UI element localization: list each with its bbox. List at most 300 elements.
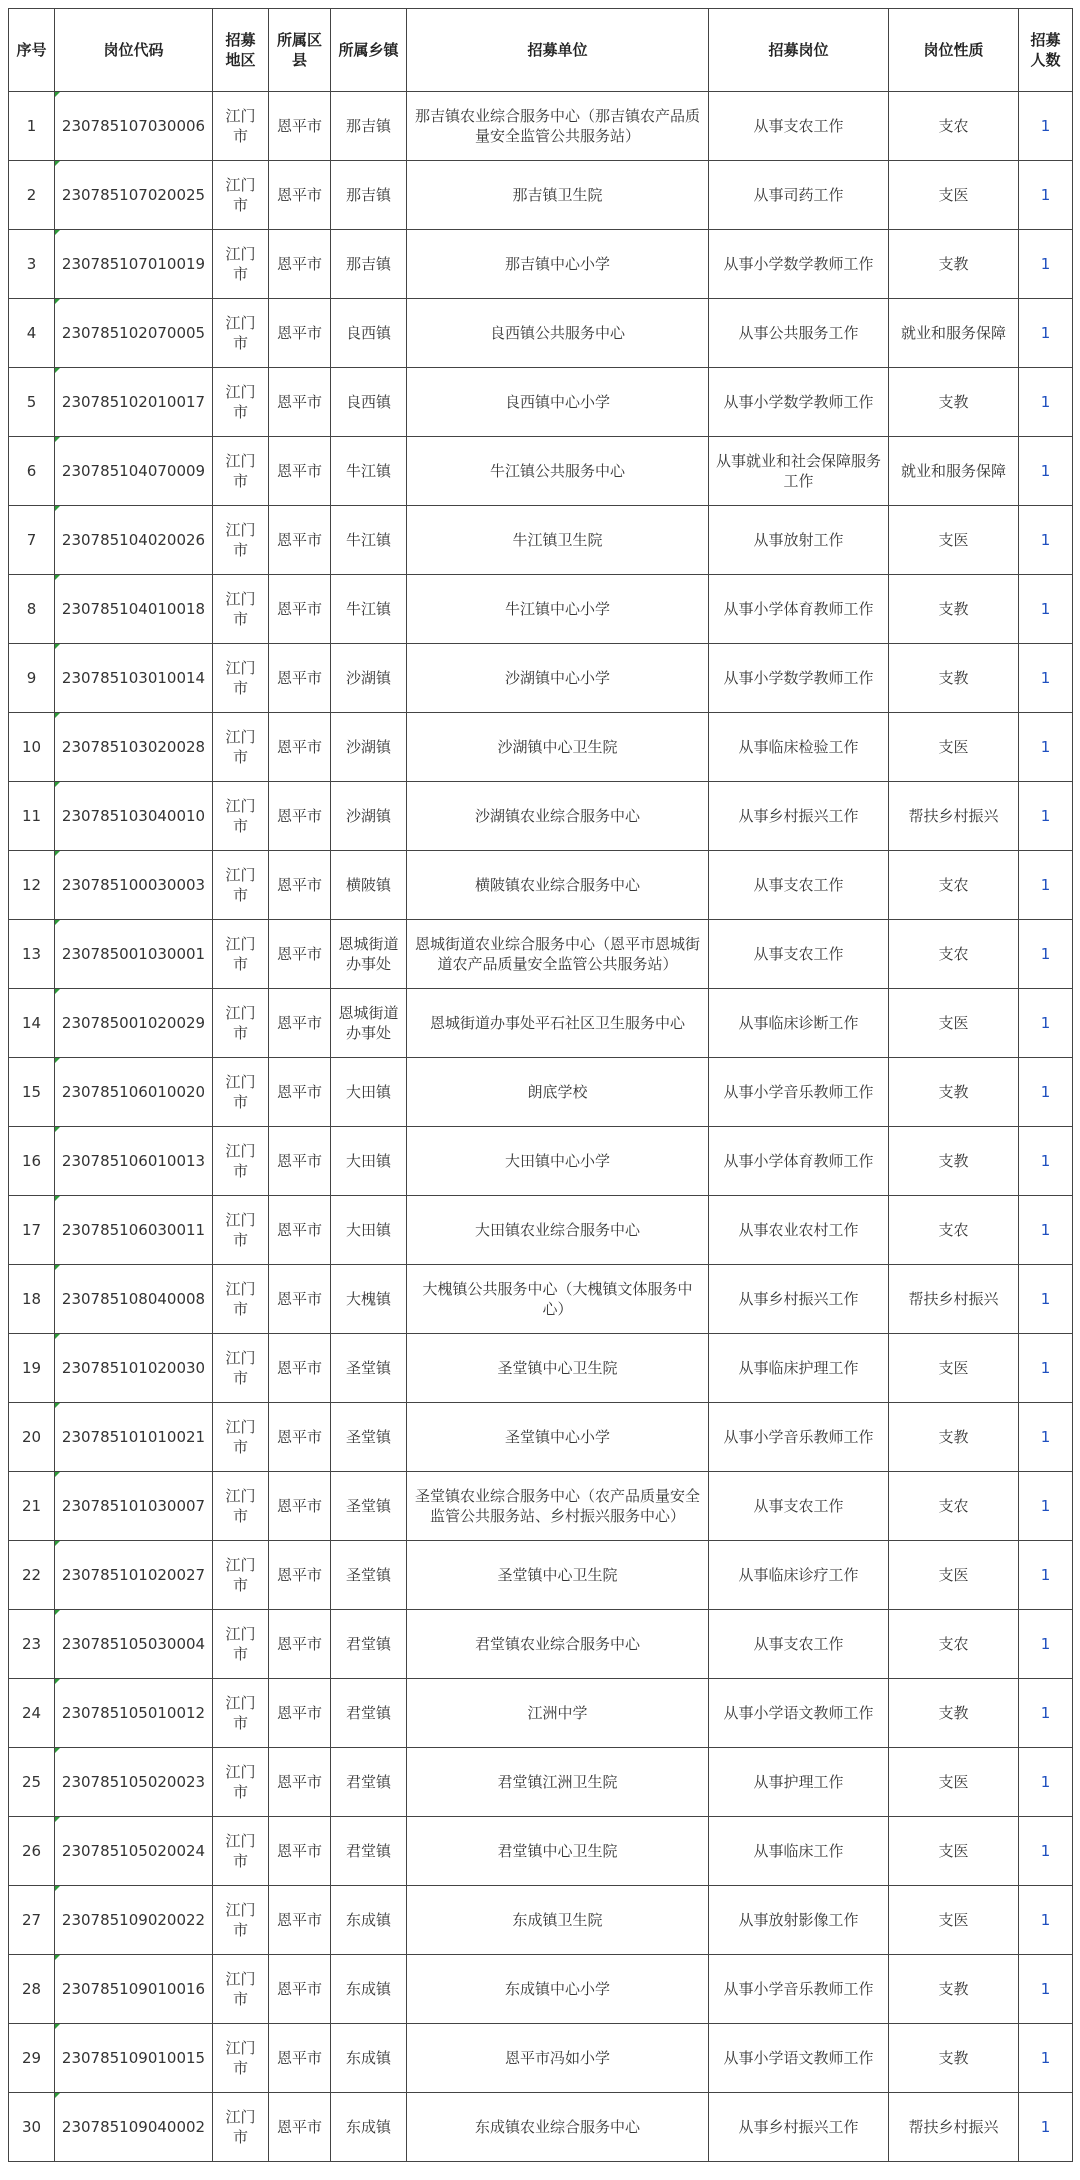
header-town: 所属乡镇	[331, 9, 407, 92]
cell-region: 江门市	[213, 1127, 269, 1196]
cell-code: 230785101020030	[55, 1334, 213, 1403]
cell-county: 恩平市	[269, 575, 331, 644]
cell-unit: 那吉镇农业综合服务中心（那吉镇农产品质量安全监管公共服务站）	[407, 92, 709, 161]
cell-town: 东成镇	[331, 1886, 407, 1955]
cell-code: 230785109020022	[55, 1886, 213, 1955]
cell-code: 230785107030006	[55, 92, 213, 161]
cell-county: 恩平市	[269, 1610, 331, 1679]
cell-count: 1	[1019, 1748, 1073, 1817]
cell-nature: 支教	[889, 1058, 1019, 1127]
cell-unit: 君堂镇中心卫生院	[407, 1817, 709, 1886]
cell-code: 230785105020023	[55, 1748, 213, 1817]
cell-region: 江门市	[213, 1196, 269, 1265]
cell-count: 1	[1019, 1334, 1073, 1403]
cell-code: 230785109010015	[55, 2024, 213, 2093]
cell-nature: 支教	[889, 368, 1019, 437]
header-count: 招募人数	[1019, 9, 1073, 92]
cell-count: 1	[1019, 161, 1073, 230]
cell-post: 从事护理工作	[709, 1748, 889, 1817]
cell-code: 230785106030011	[55, 1196, 213, 1265]
cell-code: 230785106010020	[55, 1058, 213, 1127]
table-row	[9, 782, 1073, 851]
cell-code: 230785001020029	[55, 989, 213, 1058]
cell-nature: 支教	[889, 1955, 1019, 2024]
cell-unit: 恩城街道办事处平石社区卫生服务中心	[407, 989, 709, 1058]
cell-count: 1	[1019, 2093, 1073, 2162]
cell-nature: 支医	[889, 989, 1019, 1058]
header-region: 招募地区	[213, 9, 269, 92]
cell-town: 圣堂镇	[331, 1472, 407, 1541]
cell-post: 从事临床护理工作	[709, 1334, 889, 1403]
table-row	[9, 1610, 1073, 1679]
cell-post: 从事支农工作	[709, 92, 889, 161]
cell-count: 1	[1019, 1610, 1073, 1679]
cell-count: 1	[1019, 2024, 1073, 2093]
cell-index: 13	[9, 920, 55, 989]
cell-unit: 东成镇卫生院	[407, 1886, 709, 1955]
table-row	[9, 1679, 1073, 1748]
cell-county: 恩平市	[269, 920, 331, 989]
cell-unit: 那吉镇卫生院	[407, 161, 709, 230]
cell-county: 恩平市	[269, 782, 331, 851]
table-row	[9, 506, 1073, 575]
cell-code: 230785001030001	[55, 920, 213, 989]
cell-nature: 支医	[889, 1817, 1019, 1886]
table-row	[9, 575, 1073, 644]
table-row	[9, 644, 1073, 713]
table-row	[9, 1955, 1073, 2024]
header-code: 岗位代码	[55, 9, 213, 92]
cell-county: 恩平市	[269, 1334, 331, 1403]
cell-index: 25	[9, 1748, 55, 1817]
cell-nature: 支教	[889, 1127, 1019, 1196]
cell-code: 230785107010019	[55, 230, 213, 299]
cell-count: 1	[1019, 644, 1073, 713]
cell-index: 18	[9, 1265, 55, 1334]
cell-post: 从事临床诊断工作	[709, 989, 889, 1058]
cell-post: 从事放射影像工作	[709, 1886, 889, 1955]
cell-index: 2	[9, 161, 55, 230]
cell-region: 江门市	[213, 920, 269, 989]
cell-count: 1	[1019, 1472, 1073, 1541]
cell-county: 恩平市	[269, 506, 331, 575]
cell-town: 圣堂镇	[331, 1334, 407, 1403]
cell-nature: 支医	[889, 713, 1019, 782]
cell-code: 230785106010013	[55, 1127, 213, 1196]
cell-county: 恩平市	[269, 713, 331, 782]
cell-index: 6	[9, 437, 55, 506]
cell-town: 君堂镇	[331, 1817, 407, 1886]
cell-index: 23	[9, 1610, 55, 1679]
cell-unit: 横陂镇农业综合服务中心	[407, 851, 709, 920]
cell-post: 从事临床工作	[709, 1817, 889, 1886]
cell-region: 江门市	[213, 368, 269, 437]
cell-code: 230785101010021	[55, 1403, 213, 1472]
cell-count: 1	[1019, 1679, 1073, 1748]
cell-town: 大田镇	[331, 1196, 407, 1265]
cell-county: 恩平市	[269, 368, 331, 437]
cell-index: 22	[9, 1541, 55, 1610]
table-row	[9, 1058, 1073, 1127]
cell-code: 230785109010016	[55, 1955, 213, 2024]
cell-county: 恩平市	[269, 1817, 331, 1886]
cell-post: 从事临床诊疗工作	[709, 1541, 889, 1610]
table-row	[9, 1817, 1073, 1886]
table-row	[9, 1265, 1073, 1334]
cell-count: 1	[1019, 851, 1073, 920]
cell-index: 11	[9, 782, 55, 851]
cell-region: 江门市	[213, 1817, 269, 1886]
cell-post: 从事乡村振兴工作	[709, 2093, 889, 2162]
cell-county: 恩平市	[269, 299, 331, 368]
cell-town: 大田镇	[331, 1058, 407, 1127]
cell-nature: 支农	[889, 920, 1019, 989]
table-row	[9, 989, 1073, 1058]
cell-unit: 那吉镇中心小学	[407, 230, 709, 299]
cell-region: 江门市	[213, 575, 269, 644]
cell-unit: 圣堂镇中心小学	[407, 1403, 709, 1472]
cell-unit: 沙湖镇中心卫生院	[407, 713, 709, 782]
cell-unit: 圣堂镇中心卫生院	[407, 1541, 709, 1610]
cell-post: 从事乡村振兴工作	[709, 1265, 889, 1334]
cell-nature: 支教	[889, 2024, 1019, 2093]
cell-region: 江门市	[213, 1472, 269, 1541]
cell-county: 恩平市	[269, 1472, 331, 1541]
cell-nature: 就业和服务保障	[889, 437, 1019, 506]
cell-nature: 支农	[889, 1472, 1019, 1541]
cell-town: 东成镇	[331, 2024, 407, 2093]
cell-count: 1	[1019, 506, 1073, 575]
cell-town: 沙湖镇	[331, 644, 407, 713]
cell-unit: 大田镇农业综合服务中心	[407, 1196, 709, 1265]
cell-index: 4	[9, 299, 55, 368]
cell-nature: 支医	[889, 1541, 1019, 1610]
cell-unit: 圣堂镇中心卫生院	[407, 1334, 709, 1403]
header-nature: 岗位性质	[889, 9, 1019, 92]
cell-town: 良西镇	[331, 368, 407, 437]
cell-unit: 良西镇公共服务中心	[407, 299, 709, 368]
cell-post: 从事小学语文教师工作	[709, 2024, 889, 2093]
cell-nature: 支教	[889, 230, 1019, 299]
cell-town: 大田镇	[331, 1127, 407, 1196]
cell-unit: 君堂镇农业综合服务中心	[407, 1610, 709, 1679]
cell-code: 230785101030007	[55, 1472, 213, 1541]
cell-county: 恩平市	[269, 92, 331, 161]
cell-county: 恩平市	[269, 1058, 331, 1127]
cell-county: 恩平市	[269, 2024, 331, 2093]
table-row	[9, 437, 1073, 506]
cell-count: 1	[1019, 368, 1073, 437]
cell-index: 8	[9, 575, 55, 644]
cell-region: 江门市	[213, 1886, 269, 1955]
cell-index: 17	[9, 1196, 55, 1265]
cell-town: 牛江镇	[331, 437, 407, 506]
cell-index: 12	[9, 851, 55, 920]
cell-county: 恩平市	[269, 1955, 331, 2024]
header-post: 招募岗位	[709, 9, 889, 92]
cell-post: 从事小学体育教师工作	[709, 575, 889, 644]
cell-post: 从事小学音乐教师工作	[709, 1403, 889, 1472]
table-row	[9, 1127, 1073, 1196]
table-row	[9, 1196, 1073, 1265]
cell-unit: 东成镇中心小学	[407, 1955, 709, 2024]
table-header-row	[9, 9, 1073, 92]
cell-post: 从事公共服务工作	[709, 299, 889, 368]
cell-unit: 大槐镇公共服务中心（大槐镇文体服务中心）	[407, 1265, 709, 1334]
cell-county: 恩平市	[269, 1679, 331, 1748]
cell-count: 1	[1019, 1403, 1073, 1472]
table-row	[9, 1334, 1073, 1403]
cell-code: 230785107020025	[55, 161, 213, 230]
cell-code: 230785103040010	[55, 782, 213, 851]
cell-town: 大槐镇	[331, 1265, 407, 1334]
cell-nature: 支医	[889, 1748, 1019, 1817]
cell-unit: 恩平市冯如小学	[407, 2024, 709, 2093]
cell-index: 20	[9, 1403, 55, 1472]
cell-nature: 支农	[889, 851, 1019, 920]
cell-index: 5	[9, 368, 55, 437]
cell-index: 10	[9, 713, 55, 782]
cell-unit: 恩城街道农业综合服务中心（恩平市恩城街道农产品质量安全监管公共服务站）	[407, 920, 709, 989]
cell-code: 230785104070009	[55, 437, 213, 506]
recruitment-table-container	[8, 8, 1072, 2162]
cell-town: 那吉镇	[331, 230, 407, 299]
cell-county: 恩平市	[269, 1127, 331, 1196]
cell-count: 1	[1019, 1886, 1073, 1955]
cell-town: 沙湖镇	[331, 782, 407, 851]
table-row	[9, 2093, 1073, 2162]
cell-nature: 支教	[889, 1679, 1019, 1748]
table-row	[9, 1886, 1073, 1955]
cell-region: 江门市	[213, 2024, 269, 2093]
cell-town: 横陂镇	[331, 851, 407, 920]
cell-region: 江门市	[213, 1748, 269, 1817]
cell-unit: 圣堂镇农业综合服务中心（农产品质量安全监管公共服务站、乡村振兴服务中心）	[407, 1472, 709, 1541]
table-row	[9, 1748, 1073, 1817]
cell-index: 24	[9, 1679, 55, 1748]
cell-code: 230785105010012	[55, 1679, 213, 1748]
cell-index: 21	[9, 1472, 55, 1541]
cell-code: 230785102010017	[55, 368, 213, 437]
cell-count: 1	[1019, 437, 1073, 506]
cell-code: 230785100030003	[55, 851, 213, 920]
cell-post: 从事小学数学教师工作	[709, 368, 889, 437]
cell-region: 江门市	[213, 989, 269, 1058]
cell-region: 江门市	[213, 92, 269, 161]
cell-unit: 沙湖镇农业综合服务中心	[407, 782, 709, 851]
cell-post: 从事支农工作	[709, 851, 889, 920]
cell-index: 29	[9, 2024, 55, 2093]
cell-count: 1	[1019, 1955, 1073, 2024]
cell-count: 1	[1019, 920, 1073, 989]
cell-unit: 朗底学校	[407, 1058, 709, 1127]
cell-nature: 帮扶乡村振兴	[889, 782, 1019, 851]
cell-region: 江门市	[213, 1679, 269, 1748]
cell-post: 从事小学体育教师工作	[709, 1127, 889, 1196]
cell-count: 1	[1019, 92, 1073, 161]
cell-nature: 支医	[889, 161, 1019, 230]
cell-region: 江门市	[213, 644, 269, 713]
table-row	[9, 2024, 1073, 2093]
cell-town: 东成镇	[331, 2093, 407, 2162]
cell-region: 江门市	[213, 1058, 269, 1127]
cell-post: 从事乡村振兴工作	[709, 782, 889, 851]
cell-code: 230785103020028	[55, 713, 213, 782]
cell-town: 那吉镇	[331, 161, 407, 230]
cell-town: 良西镇	[331, 299, 407, 368]
cell-code: 230785103010014	[55, 644, 213, 713]
cell-index: 30	[9, 2093, 55, 2162]
cell-index: 3	[9, 230, 55, 299]
table-row	[9, 920, 1073, 989]
cell-nature: 帮扶乡村振兴	[889, 2093, 1019, 2162]
cell-town: 恩城街道办事处	[331, 920, 407, 989]
table-row	[9, 851, 1073, 920]
table-row	[9, 1472, 1073, 1541]
cell-post: 从事小学数学教师工作	[709, 230, 889, 299]
cell-county: 恩平市	[269, 437, 331, 506]
cell-code: 230785102070005	[55, 299, 213, 368]
cell-unit: 东成镇农业综合服务中心	[407, 2093, 709, 2162]
cell-town: 东成镇	[331, 1955, 407, 2024]
table-body	[9, 92, 1073, 2162]
cell-count: 1	[1019, 1265, 1073, 1334]
cell-code: 230785101020027	[55, 1541, 213, 1610]
cell-region: 江门市	[213, 506, 269, 575]
cell-code: 230785104020026	[55, 506, 213, 575]
cell-index: 16	[9, 1127, 55, 1196]
cell-index: 15	[9, 1058, 55, 1127]
cell-region: 江门市	[213, 1955, 269, 2024]
table-row	[9, 1403, 1073, 1472]
cell-count: 1	[1019, 1058, 1073, 1127]
cell-county: 恩平市	[269, 2093, 331, 2162]
cell-town: 圣堂镇	[331, 1403, 407, 1472]
cell-county: 恩平市	[269, 1541, 331, 1610]
cell-count: 1	[1019, 782, 1073, 851]
cell-index: 26	[9, 1817, 55, 1886]
table-row	[9, 161, 1073, 230]
cell-county: 恩平市	[269, 851, 331, 920]
cell-nature: 支教	[889, 1403, 1019, 1472]
table-row	[9, 299, 1073, 368]
cell-code: 230785104010018	[55, 575, 213, 644]
cell-region: 江门市	[213, 1334, 269, 1403]
table-row	[9, 230, 1073, 299]
cell-code: 230785109040002	[55, 2093, 213, 2162]
cell-county: 恩平市	[269, 230, 331, 299]
cell-post: 从事小学数学教师工作	[709, 644, 889, 713]
header-county: 所属区县	[269, 9, 331, 92]
cell-town: 恩城街道办事处	[331, 989, 407, 1058]
cell-county: 恩平市	[269, 1265, 331, 1334]
table-row	[9, 713, 1073, 782]
cell-town: 君堂镇	[331, 1610, 407, 1679]
cell-town: 牛江镇	[331, 506, 407, 575]
cell-town: 君堂镇	[331, 1679, 407, 1748]
cell-post: 从事临床检验工作	[709, 713, 889, 782]
cell-unit: 江洲中学	[407, 1679, 709, 1748]
cell-county: 恩平市	[269, 644, 331, 713]
cell-post: 从事小学语文教师工作	[709, 1679, 889, 1748]
cell-unit: 大田镇中心小学	[407, 1127, 709, 1196]
cell-nature: 支教	[889, 575, 1019, 644]
cell-town: 那吉镇	[331, 92, 407, 161]
cell-post: 从事小学音乐教师工作	[709, 1955, 889, 2024]
cell-county: 恩平市	[269, 1403, 331, 1472]
cell-index: 28	[9, 1955, 55, 2024]
cell-unit: 牛江镇公共服务中心	[407, 437, 709, 506]
cell-count: 1	[1019, 1817, 1073, 1886]
cell-town: 君堂镇	[331, 1748, 407, 1817]
cell-count: 1	[1019, 575, 1073, 644]
cell-post: 从事小学音乐教师工作	[709, 1058, 889, 1127]
cell-unit: 君堂镇江洲卫生院	[407, 1748, 709, 1817]
cell-index: 27	[9, 1886, 55, 1955]
cell-code: 230785108040008	[55, 1265, 213, 1334]
cell-post: 从事支农工作	[709, 920, 889, 989]
cell-post: 从事支农工作	[709, 1610, 889, 1679]
cell-count: 1	[1019, 230, 1073, 299]
cell-region: 江门市	[213, 1610, 269, 1679]
cell-post: 从事农业农村工作	[709, 1196, 889, 1265]
cell-post: 从事支农工作	[709, 1472, 889, 1541]
cell-region: 江门市	[213, 161, 269, 230]
cell-index: 14	[9, 989, 55, 1058]
cell-nature: 支医	[889, 506, 1019, 575]
cell-region: 江门市	[213, 1403, 269, 1472]
cell-nature: 支医	[889, 1334, 1019, 1403]
cell-town: 牛江镇	[331, 575, 407, 644]
cell-unit: 良西镇中心小学	[407, 368, 709, 437]
cell-region: 江门市	[213, 299, 269, 368]
cell-region: 江门市	[213, 230, 269, 299]
cell-nature: 支农	[889, 92, 1019, 161]
cell-unit: 牛江镇卫生院	[407, 506, 709, 575]
cell-count: 1	[1019, 713, 1073, 782]
cell-county: 恩平市	[269, 1886, 331, 1955]
cell-nature: 支农	[889, 1610, 1019, 1679]
cell-county: 恩平市	[269, 161, 331, 230]
cell-region: 江门市	[213, 713, 269, 782]
cell-town: 沙湖镇	[331, 713, 407, 782]
cell-count: 1	[1019, 1541, 1073, 1610]
cell-count: 1	[1019, 989, 1073, 1058]
cell-index: 1	[9, 92, 55, 161]
cell-unit: 牛江镇中心小学	[407, 575, 709, 644]
cell-count: 1	[1019, 299, 1073, 368]
cell-nature: 帮扶乡村振兴	[889, 1265, 1019, 1334]
cell-post: 从事司药工作	[709, 161, 889, 230]
cell-nature: 支教	[889, 644, 1019, 713]
cell-region: 江门市	[213, 782, 269, 851]
cell-unit: 沙湖镇中心小学	[407, 644, 709, 713]
cell-code: 230785105020024	[55, 1817, 213, 1886]
cell-county: 恩平市	[269, 1748, 331, 1817]
recruitment-table	[8, 8, 1073, 2162]
cell-county: 恩平市	[269, 1196, 331, 1265]
table-row	[9, 368, 1073, 437]
cell-county: 恩平市	[269, 989, 331, 1058]
cell-region: 江门市	[213, 437, 269, 506]
cell-nature: 支医	[889, 1886, 1019, 1955]
header-unit: 招募单位	[407, 9, 709, 92]
table-row	[9, 1541, 1073, 1610]
header-index: 序号	[9, 9, 55, 92]
cell-index: 9	[9, 644, 55, 713]
cell-region: 江门市	[213, 1541, 269, 1610]
cell-code: 230785105030004	[55, 1610, 213, 1679]
